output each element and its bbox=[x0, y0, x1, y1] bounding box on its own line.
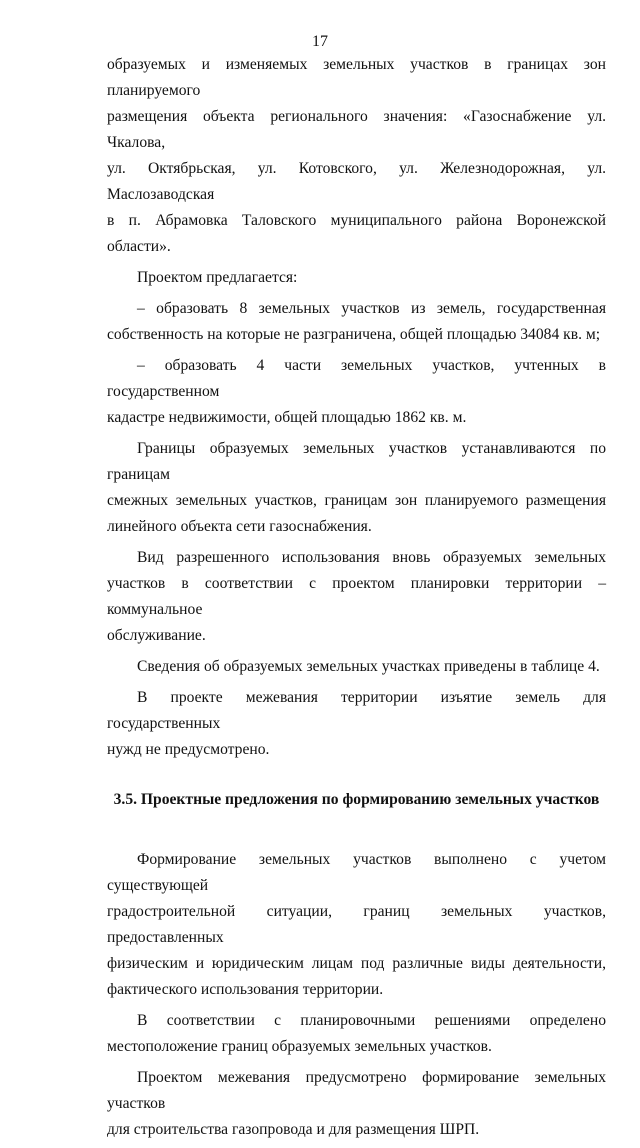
text-line: кадастре недвижимости, общей площадью 1862 кв. м. bbox=[107, 409, 467, 426]
paragraph-no-seizure bbox=[107, 685, 606, 763]
text-line: градостроительной ситуации, границ земельных участков, предоставленных bbox=[107, 903, 606, 946]
page-number: 17 bbox=[312, 33, 328, 50]
text-line: ул. Октябрьская, ул. Котовского, ул. Железнодорожная, ул. Маслозаводская bbox=[107, 160, 606, 203]
paragraph-permitted-use bbox=[107, 545, 606, 649]
paragraph-survey-project bbox=[107, 1065, 606, 1143]
text-line: в п. Абрамовка Таловского муниципального района Воронежской области». bbox=[107, 212, 606, 255]
text-line: Вид разрешенного использования вновь образуемых земельных bbox=[137, 549, 606, 566]
text-line: образуемых и изменяемых земельных участков в границах зон планируемого bbox=[107, 56, 606, 99]
paragraph-intro bbox=[107, 52, 606, 260]
text-line: собственность на которые не разграничена, общей площадью 34084 кв. м; bbox=[107, 326, 601, 343]
text-line: обслуживание. bbox=[107, 627, 206, 644]
text-line: В проекте межевания территории изъятие земель для государственных bbox=[107, 689, 606, 732]
text-line: местоположение границ образуемых земельных участков. bbox=[107, 1038, 492, 1055]
section-heading: 3.5. Проектные предложения по формированию земельных участков bbox=[113, 791, 600, 808]
paragraph-location bbox=[107, 1008, 606, 1060]
text-line: для строительства газопровода и для размещения ШРП. bbox=[107, 1121, 480, 1138]
text-line: участков в соответствии с проектом планировки территории – коммунальное bbox=[107, 575, 606, 618]
paragraph-boundaries bbox=[107, 436, 606, 540]
paragraph-table-reference: Сведения об образуемых земельных участках приведены в таблице 4. bbox=[137, 658, 600, 675]
text-line: смежных земельных участков, границам зон планируемого размещения bbox=[107, 492, 606, 509]
text-line: физическим и юридическим лицам под различные виды деятельности, bbox=[107, 955, 606, 972]
text-line: нужд не предусмотрено. bbox=[107, 741, 270, 758]
paragraph-proposal: Проектом предлагается: bbox=[137, 269, 298, 286]
paragraph-formation bbox=[107, 847, 606, 1003]
list-item-land-plots bbox=[107, 296, 606, 348]
text-line: В соответствии с планировочными решениями определено bbox=[137, 1012, 606, 1029]
text-line: Границы образуемых земельных участков устанавливаются по границам bbox=[107, 440, 606, 483]
text-line: размещения объекта регионального значения: «Газоснабжение ул. Чкалова, bbox=[107, 108, 606, 151]
text-line: линейного объекта сети газоснабжения. bbox=[107, 518, 372, 535]
list-item-plot-parts bbox=[107, 353, 606, 431]
body-text bbox=[107, 52, 606, 1148]
text-line: фактического использования территории. bbox=[107, 981, 384, 998]
text-line: – образовать 8 земельных участков из земель, государственная bbox=[137, 300, 606, 317]
text-line: Формирование земельных участков выполнено с учетом существующей bbox=[107, 851, 606, 894]
text-line: – образовать 4 части земельных участков, учтенных в государственном bbox=[107, 357, 606, 400]
text-line: Проектом межевания предусмотрено формирование земельных участков bbox=[107, 1069, 606, 1112]
